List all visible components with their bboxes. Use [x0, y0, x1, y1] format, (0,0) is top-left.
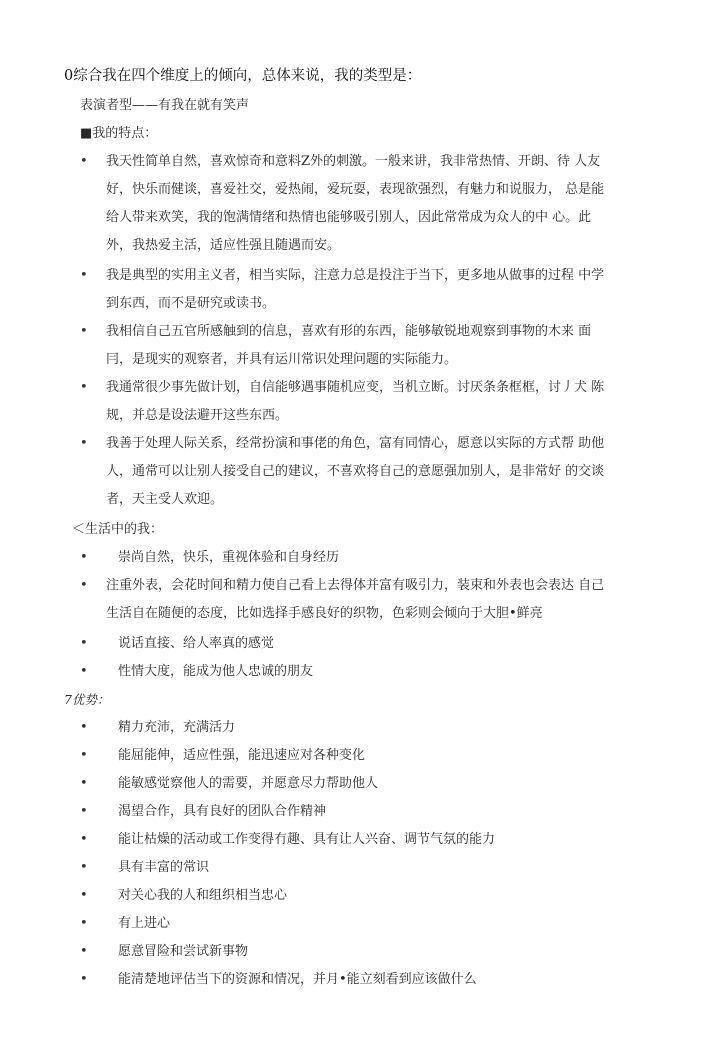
strength-item-5: 能让枯燥的活动或工作变得冇趣、具有让人兴奋、调节气氛的能力	[118, 832, 496, 847]
life-item-2-line-1: 注重外表，会花时间和精力使自己看上去得体并富有吸引力，装束和外表也会表达 自己	[106, 578, 605, 593]
life-item-3: 说话直接、给人率真的感觉	[118, 636, 275, 651]
life-heading: ＜生活中的我：	[72, 522, 164, 537]
trait-4-line-2: 规，并总是设法避开这些东西。	[106, 408, 289, 423]
list-bullet: •	[80, 324, 88, 339]
list-bullet: •	[80, 860, 88, 875]
traits-heading: ■我的特点：	[80, 126, 158, 141]
list-bullet: •	[80, 550, 88, 565]
strength-item-8: 有上进心	[118, 916, 171, 931]
life-item-1: 崇尚自然，快乐，重视体验和自身经历	[118, 550, 340, 565]
trait-3-line-2: 冃，是现实的观察者，并具有运川常识处理问题的实际能力。	[106, 352, 458, 367]
trait-2-line-2: 到东西，而不是研究或读书。	[106, 296, 276, 311]
life-item-2-line-2: 生活自在随便的态度，比如选择手感良好的织物，色彩则会倾向于大胆•鲜亮	[106, 606, 543, 621]
list-bullet: •	[80, 776, 88, 791]
trait-1-line-1: 我天性简单自然，喜欢惊奇和意料Z外的刺激。一般来讲，我非常热情、开朗、待 人友	[106, 154, 601, 169]
list-bullet: •	[80, 916, 88, 931]
list-bullet: •	[80, 268, 88, 283]
list-bullet: •	[80, 436, 88, 451]
strength-item-6: 具有丰富的常识	[118, 860, 210, 875]
trait-5-line-1: 我善于处理人际关系，经常扮演和事佬的角色，富有同情心，愿意以实际的方式帮 助他	[106, 436, 605, 451]
trait-1-line-4: 外，我热爱主活，适应性强且随遇而安。	[106, 238, 341, 253]
list-bullet: •	[80, 748, 88, 763]
trait-5-line-2: 人，通常可以让别人接受自己的建议，不喜欢将自己的意愿强加别人，是非常好 的交谈	[106, 464, 605, 479]
list-bullet: •	[80, 944, 88, 959]
list-bullet: •	[80, 720, 88, 735]
trait-4-line-1: 我通常很少事先做计划，自信能够遇事随机应变，当机立断。讨厌条条框框，讨丿犬 陈	[106, 380, 605, 395]
trait-1-line-2: 好，快乐而健谈，喜爱社交，爱热闹，爱玩耍，表现欲强烈，有魅力和说服力， 总是能	[106, 182, 605, 197]
strength-item-7: 对关心我的人和组织相当忠心	[118, 888, 288, 903]
list-bullet: •	[80, 636, 88, 651]
strengths-heading: 7优势：	[64, 692, 110, 707]
type-label: 表演者型——有我在就有笑声	[80, 98, 250, 113]
list-bullet: •	[80, 832, 88, 847]
trait-5-line-3: 者，天主受人欢迎。	[106, 492, 224, 507]
list-bullet: •	[80, 664, 88, 679]
trait-2-line-1: 我是典型的实用主义者，相当实际，注意力总是投注于当下，更多地从做事的过程 中学	[106, 268, 605, 283]
list-bullet: •	[80, 888, 88, 903]
list-bullet: •	[80, 804, 88, 819]
strength-item-10: 能清楚地评估当下的资源和情况，并月•能立刻看到应该做什么	[118, 972, 477, 987]
strength-item-2: 能屈能伸，适应性强，能迅速应对各种变化	[118, 748, 366, 763]
life-item-4: 性情大度，能成为他人忠诚的朋友	[118, 664, 314, 679]
trait-3-line-1: 我相信自己五官所感触到的信息，喜欢有形的东西，能够敏锐地观察到事物的木来 面	[106, 324, 592, 339]
list-bullet: •	[80, 972, 88, 987]
summary-heading: 0综合我在四个维度上的倾向，总体来说，我的类型是：	[64, 68, 422, 84]
list-bullet: •	[80, 154, 88, 169]
strength-item-4: 渴望合作，具有良好的团队合作精神	[118, 804, 327, 819]
trait-1-line-3: 给人带来欢笑，我的饱满情绪和热情也能够吸引别人，因此常常成为众人的中 心。此	[106, 210, 592, 225]
strength-item-9: 愿意冒险和尝试新事物	[118, 944, 249, 959]
strength-item-3: 能敏感觉察他人的需要，并愿意尽力帮助他人	[118, 776, 379, 791]
list-bullet: •	[80, 578, 88, 593]
list-bullet: •	[80, 380, 88, 395]
strength-item-1: 精力充沛，充满活力	[118, 720, 236, 735]
